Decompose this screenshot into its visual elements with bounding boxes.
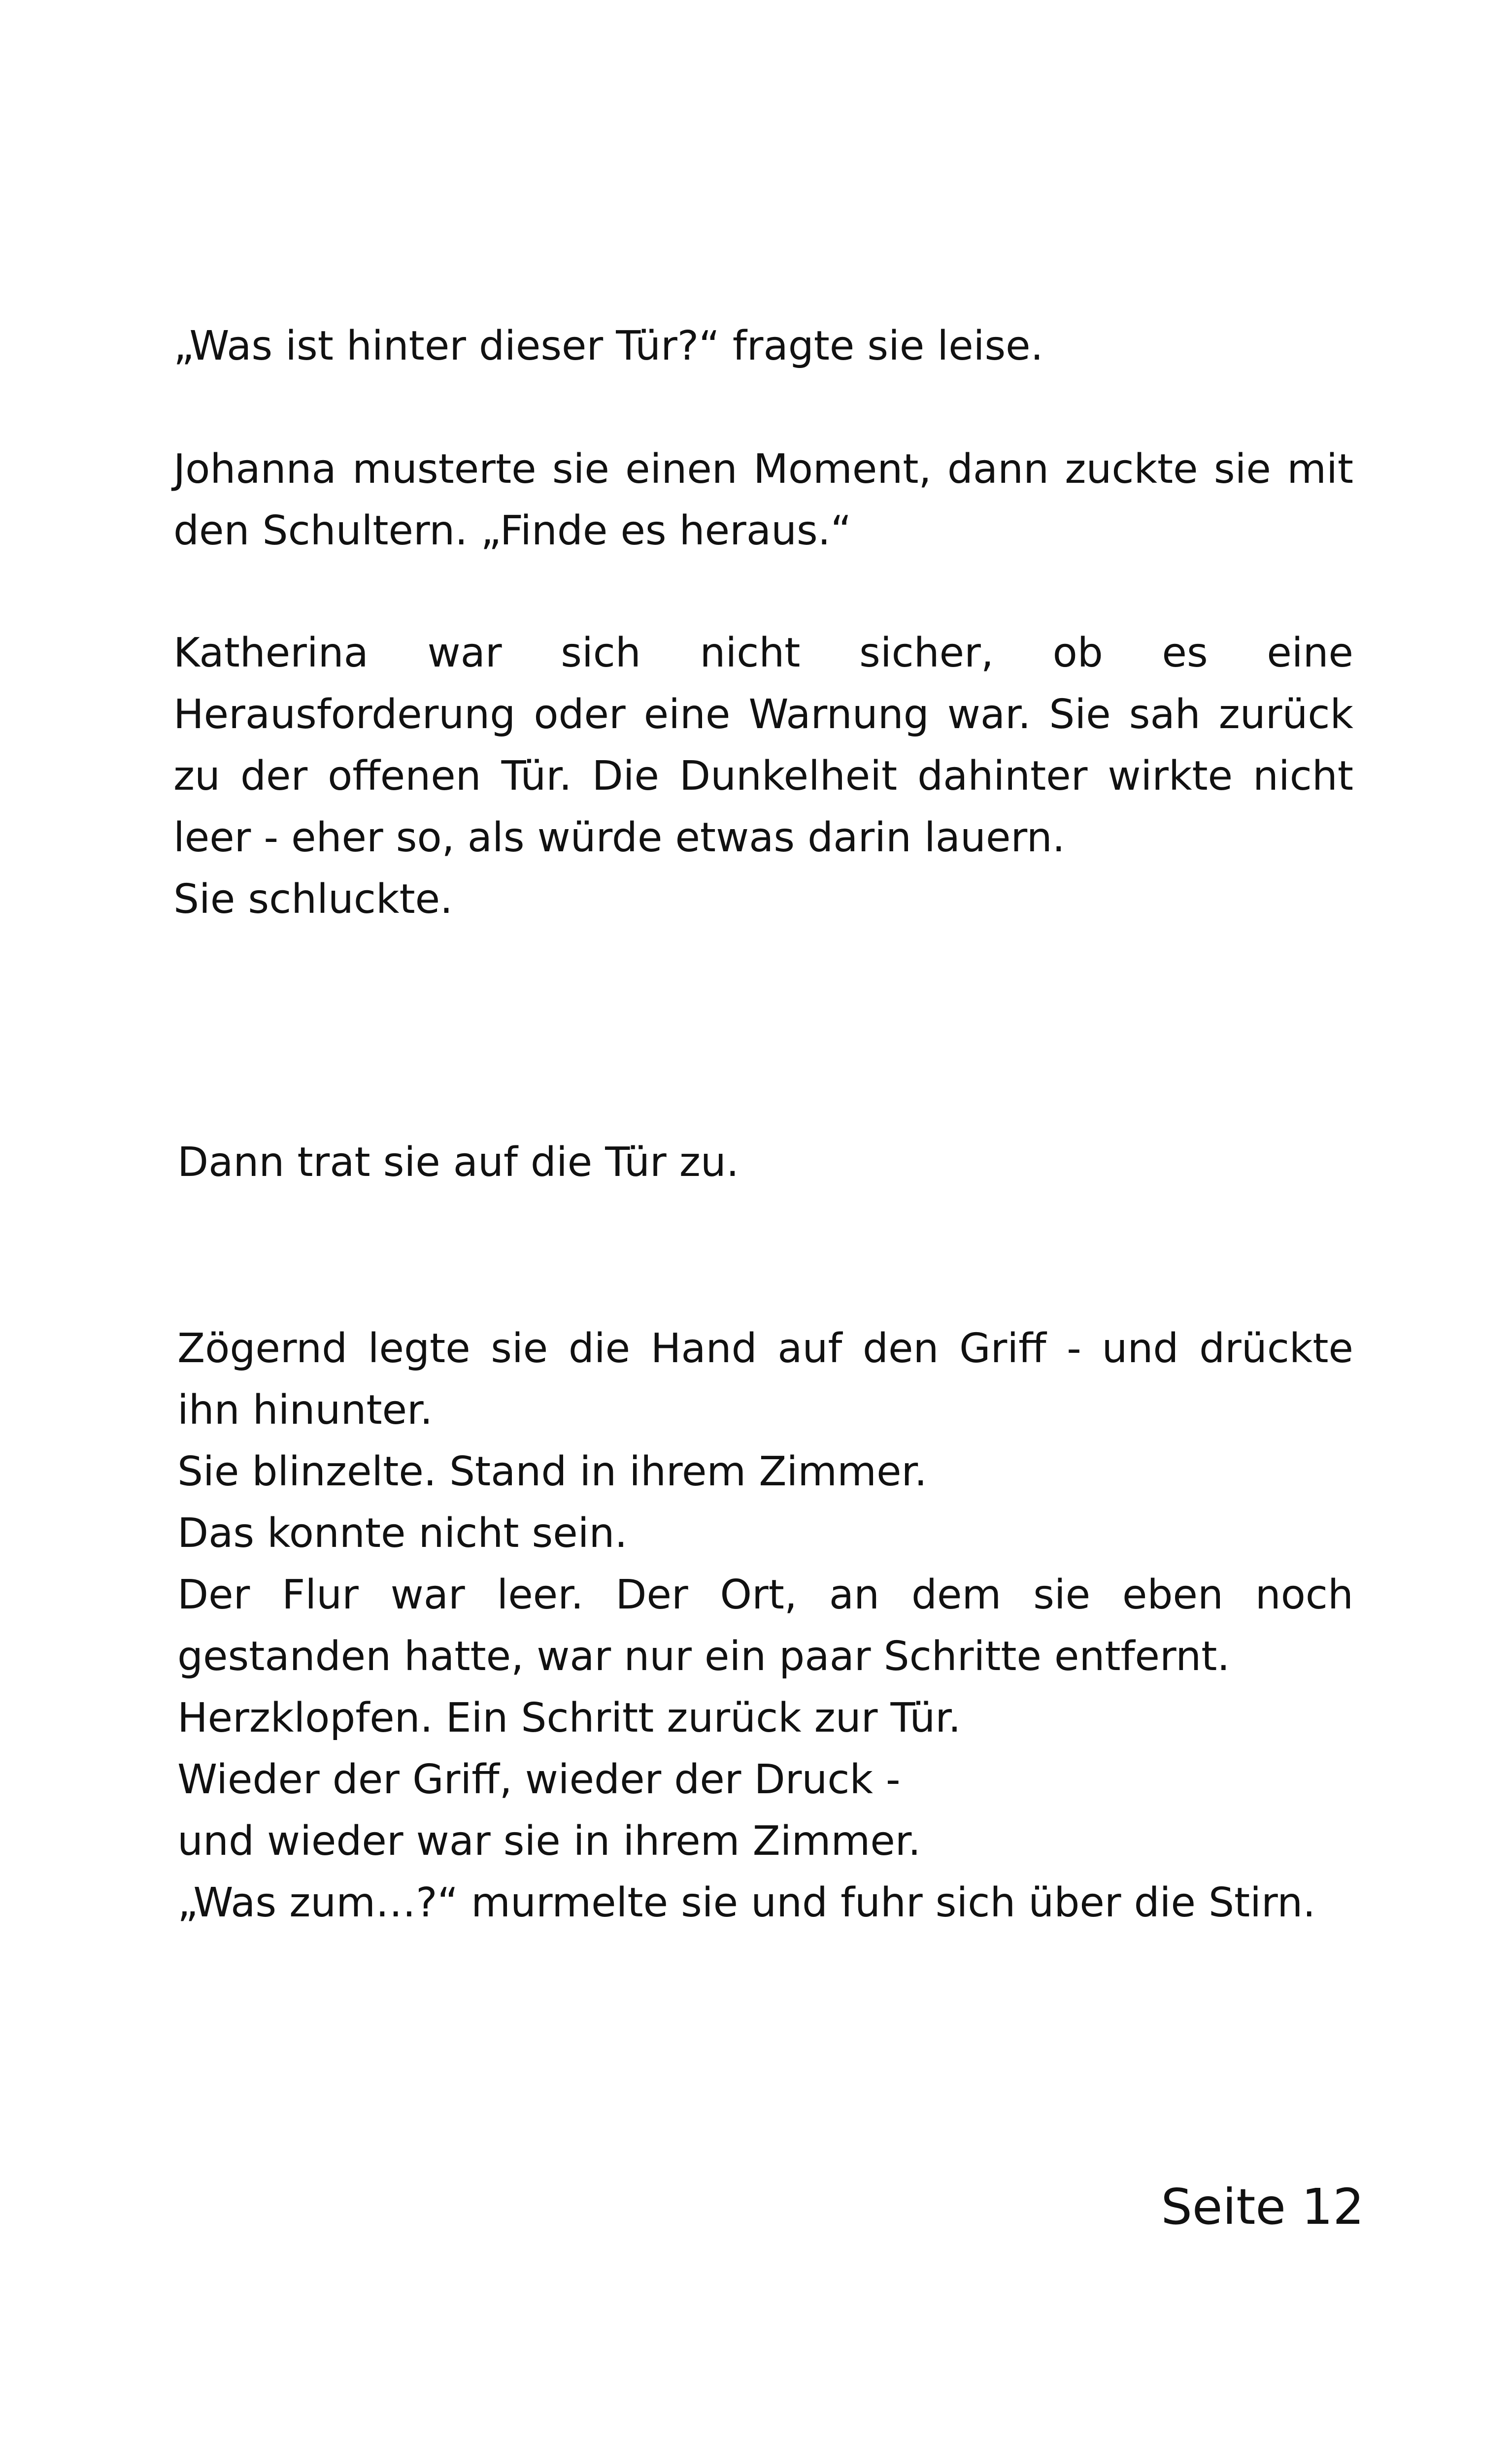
text-line: den Schultern. „Finde es heraus.“ <box>173 507 852 554</box>
text-line: leer - eher so, als würde etwas darin lauern. <box>173 814 1065 861</box>
text-line: Johanna musterte sie einen Moment, dann zuckte sie mit <box>173 446 1353 493</box>
text-line: gestanden hatte, war nur ein paar Schritte entfernt. <box>177 1633 1230 1680</box>
text-line: Der Flur war leer. Der Ort, an dem sie eben noch <box>177 1572 1353 1618</box>
text-line: Herausforderung oder eine Warnung war. Sie sah zurück <box>173 691 1353 738</box>
text-line: Wieder der Griff, wieder der Druck - <box>177 1756 901 1803</box>
paragraph-2 <box>173 438 1353 562</box>
text-line: Sie schluckte. <box>173 876 453 923</box>
text-line: Sie blinzelte. Stand in ihrem Zimmer. <box>177 1448 927 1495</box>
text-line: Herzklopfen. Ein Schritt zurück zur Tür. <box>177 1695 961 1742</box>
text-line: und wieder war sie in ihrem Zimmer. <box>177 1818 921 1865</box>
paragraph-3 <box>173 622 1353 930</box>
text-line: zu der offenen Tür. Die Dunkelheit dahinter wirkte nicht <box>173 753 1353 800</box>
text-line: Das konnte nicht sein. <box>177 1510 628 1557</box>
text-line: „Was ist hinter dieser Tür?“ fragte sie leise. <box>173 323 1043 369</box>
paragraph-5 <box>177 1318 1353 1934</box>
page-number: Seite 12 <box>1161 2178 1364 2236</box>
text-line: Zögernd legte sie die Hand auf den Griff - und drückte <box>177 1325 1353 1372</box>
paragraph-1 <box>173 315 1353 377</box>
text-line: „Was zum…?“ murmelte sie und fuhr sich über die Stirn. <box>177 1879 1316 1926</box>
text-line: Katherina war sich nicht sicher, ob es eine <box>173 630 1353 676</box>
paragraph-4 <box>177 1132 1357 1193</box>
text-line: ihn hinunter. <box>177 1387 433 1434</box>
text-line: Dann trat sie auf die Tür zu. <box>177 1139 739 1186</box>
